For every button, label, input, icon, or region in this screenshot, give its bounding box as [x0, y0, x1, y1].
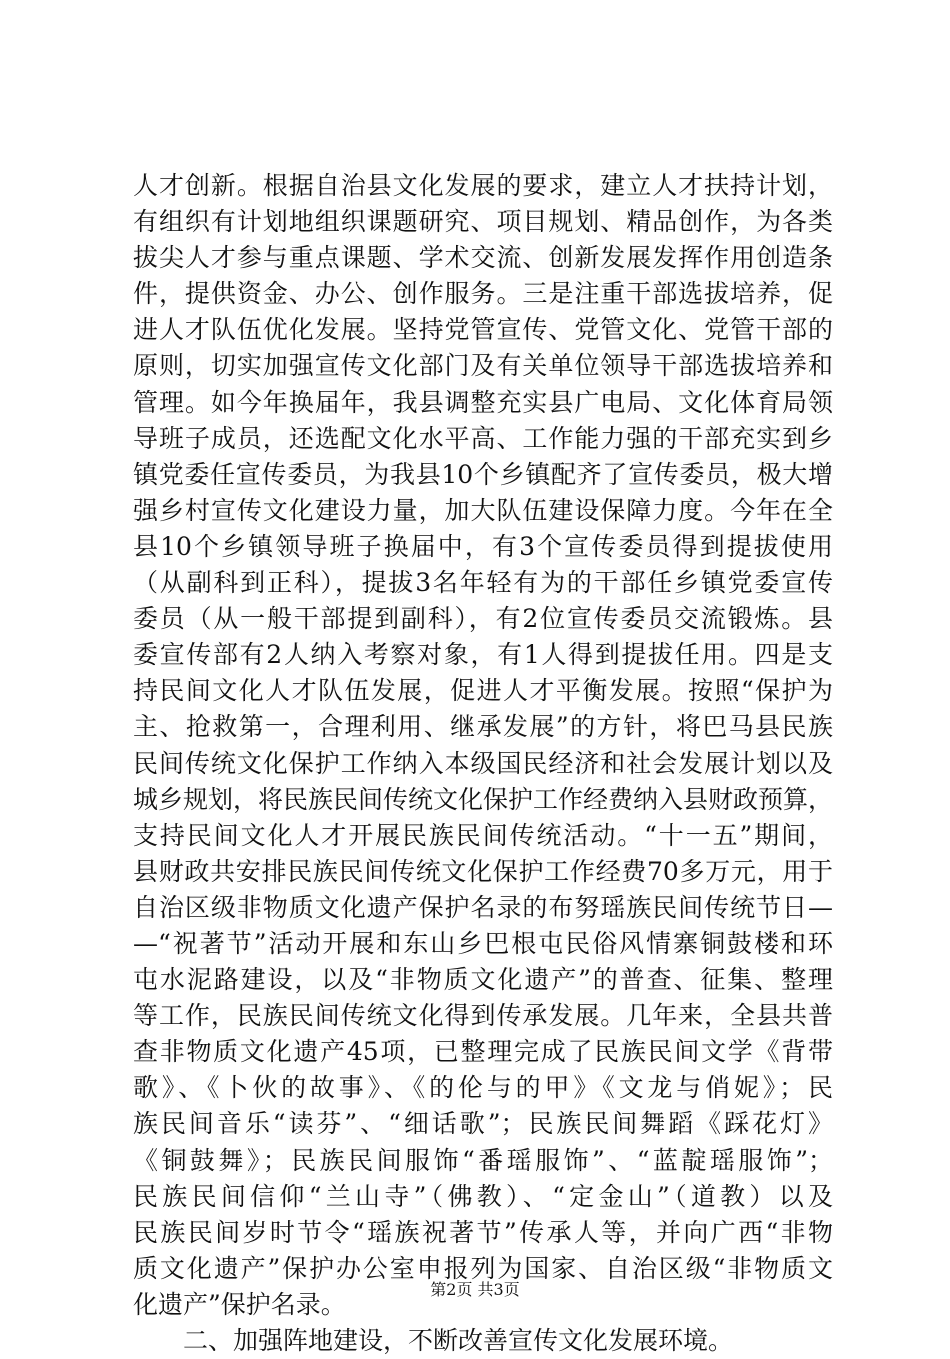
text-line: 化遗产”保护名录。 [133, 1289, 346, 1319]
text-line: 镇党委任宣传委员，为我县10个乡镇配齐了宣传委员，极大增 [133, 459, 833, 489]
text-line: 人才创新。根据自治县文化发展的要求，建立人才扶持计划， [133, 171, 833, 200]
text-line: 支持民间文化人才开展民族民间传统活动。“十一五”期间， [133, 820, 833, 850]
page-footer: 第2页 共3页 [430, 1280, 520, 1299]
text-line: 歌》、《卜伙的故事》、《的伦与的甲》《文龙与俏妮》；民 [133, 1073, 833, 1103]
text-line: 民族民间信仰“兰山寺”（佛教）、“定金山”（道教）以及 [133, 1181, 833, 1211]
text-line: 原则，切实加强宣传文化部门及有关单位领导干部选拔培养和 [133, 351, 833, 381]
text-line: 等工作，民族民间传统文化得到传承发展。几年来，全县共普 [133, 1001, 833, 1031]
text-line: 查非物质文化遗产45项，已整理完成了民族民间文学《背带 [133, 1037, 833, 1067]
text-line: 主、抢救第一，合理利用、继承发展”的方针，将巴马县民族 [133, 712, 833, 742]
text-line: 民间传统文化保护工作纳入本级国民经济和社会发展计划以及 [133, 748, 833, 778]
text-line: 委员（从一般干部提到副科），有2位宣传委员交流锻炼。县 [133, 604, 833, 634]
text-line: 族民间音乐“读芬”、“细话歌”；民族民间舞蹈《踩花灯》 [133, 1109, 833, 1139]
document-body [133, 168, 833, 1359]
text-line: 委宣传部有2人纳入考察对象，有1人得到提拔任用。四是支 [133, 640, 833, 670]
text-line: 质文化遗产”保护办公室申报列为国家、自治区级“非物质文 [133, 1253, 833, 1283]
text-line: 导班子成员，还选配文化水平高、工作能力强的干部充实到乡 [133, 423, 833, 453]
paragraph [133, 168, 833, 1323]
text-line: 民族民间岁时节令“瑶族祝著节”传承人等，并向广西“非物 [133, 1217, 833, 1247]
text-line: 县10个乡镇领导班子换届中，有3个宣传委员得到提拔使用 [133, 531, 833, 561]
text-line: 有组织有计划地组织课题研究、项目规划、精品创作，为各类 [133, 207, 833, 237]
text-line: 自治区级非物质文化遗产保护名录的布努瑶族民间传统节日— [133, 892, 833, 922]
text-line: 二、加强阵地建设，不断改善宣传文化发展环境。 [183, 1326, 734, 1355]
text-line: 拔尖人才参与重点课题、学术交流、创新发展发挥作用创造条 [133, 243, 833, 273]
text-line: 《铜鼓舞》；民族民间服饰“番瑶服饰”、“蓝靛瑶服饰”； [133, 1145, 833, 1175]
text-line: 城乡规划，将民族民间传统文化保护工作经费纳入县财政预算， [133, 784, 834, 814]
text-line: 进人才队伍优化发展。坚持党管宣传、党管文化、党管干部的 [133, 315, 833, 345]
text-line: 持民间文化人才队伍发展，促进人才平衡发展。按照“保护为 [133, 676, 833, 706]
text-line: （从副科到正科），提拔3名年轻有为的干部任乡镇党委宣传 [133, 568, 833, 598]
text-line: 屯水泥路建设，以及“非物质文化遗产”的普查、征集、整理 [133, 965, 833, 995]
section-heading [133, 1323, 833, 1359]
text-line: 件，提供资金、办公、创作服务。三是注重干部选拔培养，促 [133, 279, 833, 309]
text-line: —“祝著节”活动开展和东山乡巴根屯民俗风情寨铜鼓楼和环 [133, 928, 833, 958]
text-line: 县财政共安排民族民间传统文化保护工作经费70多万元，用于 [133, 856, 833, 886]
text-line: 管理。如今年换届年，我县调整充实县广电局、文化体育局领 [133, 387, 833, 417]
text-line: 强乡村宣传文化建设力量，加大队伍建设保障力度。今年在全 [133, 495, 833, 525]
